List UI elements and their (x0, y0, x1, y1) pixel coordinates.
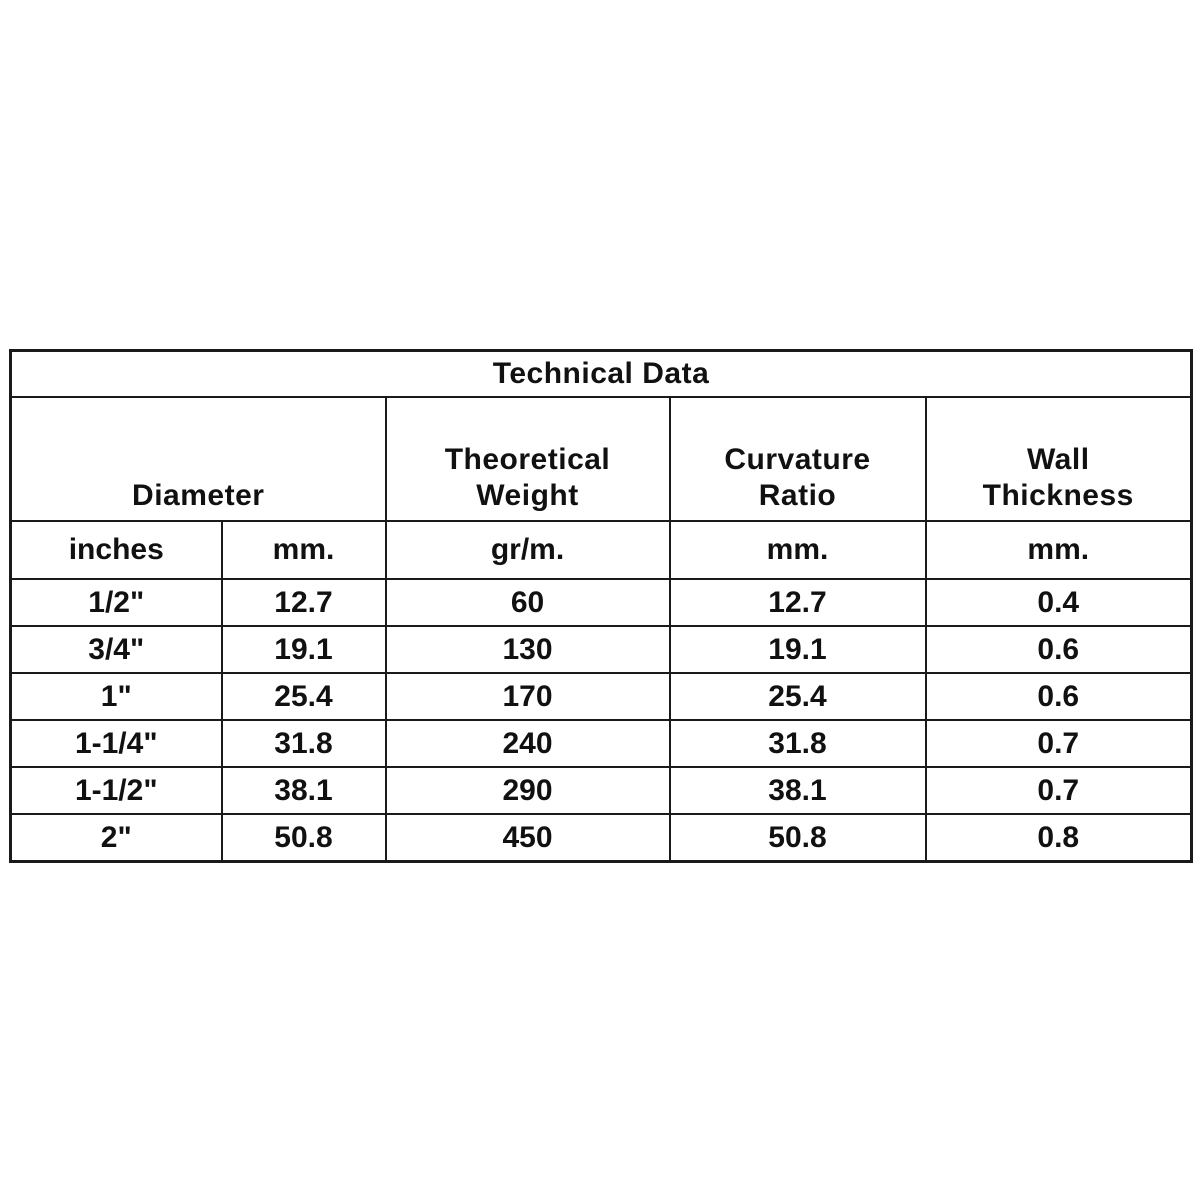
table-row (11, 626, 1192, 673)
header-group-row (11, 397, 1192, 521)
units-row (11, 521, 1192, 579)
cell-weight: 60 (386, 579, 670, 626)
cell-curvature: 25.4 (670, 673, 926, 720)
cell-wall-thickness: 0.7 (926, 767, 1192, 814)
cell-diameter-mm: 38.1 (222, 767, 386, 814)
cell-inches: 1/2" (11, 579, 222, 626)
cell-inches: 2" (11, 814, 222, 862)
cell-wall-thickness: 0.7 (926, 720, 1192, 767)
cell-diameter-mm: 50.8 (222, 814, 386, 862)
header-theoretical-weight-line1: Theoretical (444, 443, 611, 476)
table-row (11, 814, 1192, 862)
cell-wall-thickness: 0.6 (926, 626, 1192, 673)
technical-data-table (9, 349, 1193, 863)
table-row (11, 767, 1192, 814)
unit-curvature-mm: mm. (670, 521, 926, 579)
cell-wall-thickness: 0.6 (926, 673, 1192, 720)
header-diameter: Diameter (11, 397, 386, 521)
table-title-row (11, 351, 1192, 398)
header-theoretical-weight-line2: Weight (476, 479, 579, 512)
unit-diameter-mm: mm. (222, 521, 386, 579)
header-curvature-ratio-line1: Curvature (724, 443, 871, 476)
cell-weight: 290 (386, 767, 670, 814)
cell-inches: 1" (11, 673, 222, 720)
cell-diameter-mm: 25.4 (222, 673, 386, 720)
header-wall-thickness-line2: Thickness (982, 479, 1134, 512)
cell-weight: 240 (386, 720, 670, 767)
unit-wall-mm: mm. (926, 521, 1192, 579)
cell-wall-thickness: 0.4 (926, 579, 1192, 626)
unit-inches: inches (11, 521, 222, 579)
cell-curvature: 12.7 (670, 579, 926, 626)
table-title: Technical Data (11, 351, 1192, 398)
cell-curvature: 19.1 (670, 626, 926, 673)
cell-inches: 1-1/4" (11, 720, 222, 767)
cell-weight: 450 (386, 814, 670, 862)
cell-diameter-mm: 31.8 (222, 720, 386, 767)
table-row (11, 673, 1192, 720)
unit-weight: gr/m. (386, 521, 670, 579)
header-curvature-ratio (670, 397, 926, 521)
header-curvature-ratio-line2: Ratio (758, 479, 837, 512)
cell-wall-thickness: 0.8 (926, 814, 1192, 862)
header-wall-thickness (926, 397, 1192, 521)
cell-inches: 3/4" (11, 626, 222, 673)
cell-curvature: 31.8 (670, 720, 926, 767)
header-wall-thickness-line1: Wall (1026, 443, 1090, 476)
cell-diameter-mm: 19.1 (222, 626, 386, 673)
cell-curvature: 38.1 (670, 767, 926, 814)
cell-curvature: 50.8 (670, 814, 926, 862)
table-row (11, 720, 1192, 767)
cell-weight: 130 (386, 626, 670, 673)
cell-inches: 1-1/2" (11, 767, 222, 814)
cell-diameter-mm: 12.7 (222, 579, 386, 626)
table-row (11, 579, 1192, 626)
header-theoretical-weight (386, 397, 670, 521)
cell-weight: 170 (386, 673, 670, 720)
